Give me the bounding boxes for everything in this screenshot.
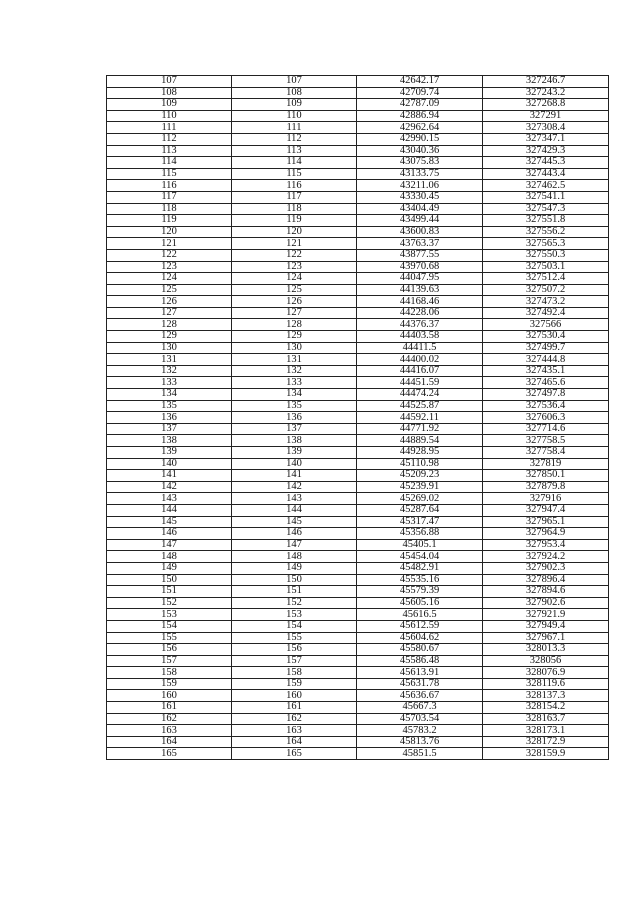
table-row	[107, 133, 609, 145]
table-row	[107, 354, 609, 366]
point-number-cell: 140	[107, 458, 232, 470]
point-number-cell: 153	[107, 609, 232, 621]
table-row	[107, 331, 609, 343]
y-coordinate-cell: 327565.3	[483, 238, 609, 250]
point-id-cell: 126	[232, 296, 357, 308]
table-row	[107, 284, 609, 296]
table-row	[107, 145, 609, 157]
point-id-cell: 113	[232, 145, 357, 157]
x-coordinate-cell: 45703.54	[357, 713, 483, 725]
y-coordinate-cell: 327879.8	[483, 481, 609, 493]
point-number-cell: 149	[107, 562, 232, 574]
y-coordinate-cell: 327547.3	[483, 203, 609, 215]
point-id-cell: 131	[232, 354, 357, 366]
point-number-cell: 130	[107, 342, 232, 354]
point-number-cell: 150	[107, 574, 232, 586]
point-number-cell: 111	[107, 122, 232, 134]
x-coordinate-cell: 45604.62	[357, 632, 483, 644]
table-row	[107, 76, 609, 88]
table-row	[107, 678, 609, 690]
x-coordinate-cell: 42642.17	[357, 76, 483, 88]
point-id-cell: 148	[232, 551, 357, 563]
y-coordinate-cell: 327465.6	[483, 377, 609, 389]
table-row	[107, 551, 609, 563]
point-number-cell: 143	[107, 493, 232, 505]
table-row	[107, 273, 609, 285]
x-coordinate-cell: 45209.23	[357, 470, 483, 482]
y-coordinate-cell: 327850.1	[483, 470, 609, 482]
point-number-cell: 164	[107, 736, 232, 748]
table-row	[107, 562, 609, 574]
x-coordinate-cell: 42962.64	[357, 122, 483, 134]
table-row	[107, 215, 609, 227]
point-id-cell: 147	[232, 539, 357, 551]
y-coordinate-cell: 327503.1	[483, 261, 609, 273]
x-coordinate-cell: 45616.5	[357, 609, 483, 621]
point-number-cell: 120	[107, 226, 232, 238]
point-id-cell: 109	[232, 99, 357, 111]
y-coordinate-cell: 327444.8	[483, 354, 609, 366]
y-coordinate-cell: 327551.8	[483, 215, 609, 227]
y-coordinate-cell: 327473.2	[483, 296, 609, 308]
point-id-cell: 108	[232, 87, 357, 99]
point-id-cell: 115	[232, 168, 357, 180]
x-coordinate-cell: 45269.02	[357, 493, 483, 505]
point-number-cell: 113	[107, 145, 232, 157]
y-coordinate-cell: 327550.3	[483, 249, 609, 261]
y-coordinate-cell: 327896.4	[483, 574, 609, 586]
y-coordinate-cell: 327499.7	[483, 342, 609, 354]
table-row	[107, 748, 609, 760]
x-coordinate-cell: 45110.98	[357, 458, 483, 470]
table-row	[107, 365, 609, 377]
table-row	[107, 539, 609, 551]
y-coordinate-cell: 328076.9	[483, 667, 609, 679]
y-coordinate-cell: 327429.3	[483, 145, 609, 157]
y-coordinate-cell: 327291	[483, 110, 609, 122]
y-coordinate-cell: 328119.6	[483, 678, 609, 690]
point-number-cell: 151	[107, 586, 232, 598]
x-coordinate-cell: 43404.49	[357, 203, 483, 215]
point-id-cell: 137	[232, 423, 357, 435]
x-coordinate-cell: 43075.83	[357, 157, 483, 169]
point-number-cell: 138	[107, 435, 232, 447]
y-coordinate-cell: 328056	[483, 655, 609, 667]
point-id-cell: 151	[232, 586, 357, 598]
table-row	[107, 157, 609, 169]
point-id-cell: 144	[232, 504, 357, 516]
point-id-cell: 129	[232, 331, 357, 343]
x-coordinate-cell: 42709.74	[357, 87, 483, 99]
x-coordinate-cell: 42787.09	[357, 99, 483, 111]
point-number-cell: 117	[107, 191, 232, 203]
x-coordinate-cell: 45287.64	[357, 504, 483, 516]
table-row	[107, 191, 609, 203]
point-number-cell: 114	[107, 157, 232, 169]
x-coordinate-cell: 45851.5	[357, 748, 483, 760]
point-number-cell: 118	[107, 203, 232, 215]
point-id-cell: 143	[232, 493, 357, 505]
table-row	[107, 702, 609, 714]
table-row	[107, 307, 609, 319]
point-number-cell: 122	[107, 249, 232, 261]
point-id-cell: 150	[232, 574, 357, 586]
point-id-cell: 141	[232, 470, 357, 482]
point-id-cell: 120	[232, 226, 357, 238]
table-row	[107, 667, 609, 679]
x-coordinate-cell: 42886.94	[357, 110, 483, 122]
y-coordinate-cell: 327536.4	[483, 400, 609, 412]
x-coordinate-cell: 44474.24	[357, 389, 483, 401]
point-number-cell: 157	[107, 655, 232, 667]
point-number-cell: 158	[107, 667, 232, 679]
point-number-cell: 137	[107, 423, 232, 435]
table-row	[107, 400, 609, 412]
y-coordinate-cell: 327902.3	[483, 562, 609, 574]
point-id-cell: 127	[232, 307, 357, 319]
table-row	[107, 435, 609, 447]
y-coordinate-cell: 327443.4	[483, 168, 609, 180]
table-row	[107, 725, 609, 737]
table-row	[107, 504, 609, 516]
point-number-cell: 136	[107, 412, 232, 424]
y-coordinate-cell: 327949.4	[483, 620, 609, 632]
y-coordinate-cell: 327714.6	[483, 423, 609, 435]
point-number-cell: 116	[107, 180, 232, 192]
y-coordinate-cell: 327566	[483, 319, 609, 331]
point-id-cell: 133	[232, 377, 357, 389]
table-row	[107, 261, 609, 273]
x-coordinate-cell: 45356.88	[357, 528, 483, 540]
x-coordinate-cell: 45613.91	[357, 667, 483, 679]
table-row	[107, 470, 609, 482]
point-id-cell: 118	[232, 203, 357, 215]
point-number-cell: 123	[107, 261, 232, 273]
point-id-cell: 158	[232, 667, 357, 679]
table-row	[107, 423, 609, 435]
point-id-cell: 157	[232, 655, 357, 667]
table-row	[107, 609, 609, 621]
table-row	[107, 586, 609, 598]
table-row	[107, 203, 609, 215]
table-row	[107, 342, 609, 354]
point-id-cell: 136	[232, 412, 357, 424]
y-coordinate-cell: 327964.9	[483, 528, 609, 540]
point-number-cell: 142	[107, 481, 232, 493]
point-id-cell: 152	[232, 597, 357, 609]
point-number-cell: 131	[107, 354, 232, 366]
x-coordinate-cell: 45580.67	[357, 644, 483, 656]
point-number-cell: 129	[107, 331, 232, 343]
point-id-cell: 135	[232, 400, 357, 412]
y-coordinate-cell: 327445.3	[483, 157, 609, 169]
y-coordinate-cell: 327758.5	[483, 435, 609, 447]
point-number-cell: 148	[107, 551, 232, 563]
y-coordinate-cell: 327967.1	[483, 632, 609, 644]
table-row	[107, 110, 609, 122]
point-number-cell: 112	[107, 133, 232, 145]
point-number-cell: 128	[107, 319, 232, 331]
coordinate-table	[106, 75, 609, 760]
x-coordinate-cell: 43040.36	[357, 145, 483, 157]
point-number-cell: 141	[107, 470, 232, 482]
point-id-cell: 155	[232, 632, 357, 644]
table-row	[107, 493, 609, 505]
x-coordinate-cell: 45405.1	[357, 539, 483, 551]
x-coordinate-cell: 44168.46	[357, 296, 483, 308]
table-row	[107, 319, 609, 331]
table-row	[107, 412, 609, 424]
x-coordinate-cell: 44376.37	[357, 319, 483, 331]
y-coordinate-cell: 327243.2	[483, 87, 609, 99]
x-coordinate-cell: 42990.15	[357, 133, 483, 145]
y-coordinate-cell: 327492.4	[483, 307, 609, 319]
x-coordinate-cell: 45605.16	[357, 597, 483, 609]
point-number-cell: 159	[107, 678, 232, 690]
point-id-cell: 123	[232, 261, 357, 273]
y-coordinate-cell: 327916	[483, 493, 609, 505]
point-id-cell: 110	[232, 110, 357, 122]
table-row	[107, 249, 609, 261]
x-coordinate-cell: 44139.63	[357, 284, 483, 296]
point-number-cell: 147	[107, 539, 232, 551]
table-row	[107, 238, 609, 250]
point-number-cell: 121	[107, 238, 232, 250]
point-number-cell: 145	[107, 516, 232, 528]
point-number-cell: 156	[107, 644, 232, 656]
x-coordinate-cell: 44771.92	[357, 423, 483, 435]
y-coordinate-cell: 327606.3	[483, 412, 609, 424]
point-id-cell: 132	[232, 365, 357, 377]
point-id-cell: 124	[232, 273, 357, 285]
point-number-cell: 161	[107, 702, 232, 714]
x-coordinate-cell: 44403.58	[357, 331, 483, 343]
point-id-cell: 164	[232, 736, 357, 748]
y-coordinate-cell: 327347.1	[483, 133, 609, 145]
table-row	[107, 736, 609, 748]
x-coordinate-cell: 44411.5	[357, 342, 483, 354]
x-coordinate-cell: 44416.07	[357, 365, 483, 377]
y-coordinate-cell: 327512.4	[483, 273, 609, 285]
point-number-cell: 154	[107, 620, 232, 632]
y-coordinate-cell: 327921.9	[483, 609, 609, 621]
x-coordinate-cell: 44889.54	[357, 435, 483, 447]
y-coordinate-cell: 327435.1	[483, 365, 609, 377]
table-row	[107, 574, 609, 586]
point-number-cell: 146	[107, 528, 232, 540]
y-coordinate-cell: 328013.3	[483, 644, 609, 656]
point-number-cell: 162	[107, 713, 232, 725]
point-id-cell: 130	[232, 342, 357, 354]
point-number-cell: 160	[107, 690, 232, 702]
x-coordinate-cell: 43330.45	[357, 191, 483, 203]
x-coordinate-cell: 45535.16	[357, 574, 483, 586]
table-row	[107, 377, 609, 389]
point-number-cell: 109	[107, 99, 232, 111]
point-id-cell: 156	[232, 644, 357, 656]
x-coordinate-cell: 45813.76	[357, 736, 483, 748]
x-coordinate-cell: 45667.3	[357, 702, 483, 714]
table-row	[107, 516, 609, 528]
y-coordinate-cell: 327758.4	[483, 447, 609, 459]
point-number-cell: 125	[107, 284, 232, 296]
x-coordinate-cell: 44451.59	[357, 377, 483, 389]
point-id-cell: 117	[232, 191, 357, 203]
y-coordinate-cell: 327894.6	[483, 586, 609, 598]
point-number-cell: 155	[107, 632, 232, 644]
x-coordinate-cell: 45239.91	[357, 481, 483, 493]
table-row	[107, 690, 609, 702]
x-coordinate-cell: 43763.37	[357, 238, 483, 250]
point-id-cell: 165	[232, 748, 357, 760]
point-number-cell: 127	[107, 307, 232, 319]
table-row	[107, 447, 609, 459]
x-coordinate-cell: 43211.06	[357, 180, 483, 192]
table-row	[107, 644, 609, 656]
y-coordinate-cell: 327819	[483, 458, 609, 470]
table-row	[107, 296, 609, 308]
point-id-cell: 154	[232, 620, 357, 632]
point-id-cell: 142	[232, 481, 357, 493]
point-id-cell: 107	[232, 76, 357, 88]
x-coordinate-cell: 44592.11	[357, 412, 483, 424]
y-coordinate-cell: 327947.4	[483, 504, 609, 516]
point-id-cell: 145	[232, 516, 357, 528]
y-coordinate-cell: 327541.1	[483, 191, 609, 203]
y-coordinate-cell: 328154.2	[483, 702, 609, 714]
table-row	[107, 620, 609, 632]
point-id-cell: 140	[232, 458, 357, 470]
point-id-cell: 162	[232, 713, 357, 725]
coordinate-table-body	[107, 76, 609, 760]
point-id-cell: 163	[232, 725, 357, 737]
y-coordinate-cell: 327497.8	[483, 389, 609, 401]
point-number-cell: 152	[107, 597, 232, 609]
table-row	[107, 632, 609, 644]
y-coordinate-cell: 327462.5	[483, 180, 609, 192]
table-row	[107, 713, 609, 725]
point-id-cell: 116	[232, 180, 357, 192]
point-number-cell: 163	[107, 725, 232, 737]
table-row	[107, 226, 609, 238]
table-row	[107, 168, 609, 180]
x-coordinate-cell: 44047.95	[357, 273, 483, 285]
x-coordinate-cell: 44400.02	[357, 354, 483, 366]
point-id-cell: 111	[232, 122, 357, 134]
point-id-cell: 159	[232, 678, 357, 690]
y-coordinate-cell: 327246.7	[483, 76, 609, 88]
point-id-cell: 125	[232, 284, 357, 296]
y-coordinate-cell: 328137.3	[483, 690, 609, 702]
point-id-cell: 149	[232, 562, 357, 574]
x-coordinate-cell: 43970.68	[357, 261, 483, 273]
point-id-cell: 138	[232, 435, 357, 447]
x-coordinate-cell: 45579.39	[357, 586, 483, 598]
x-coordinate-cell: 44525.87	[357, 400, 483, 412]
point-id-cell: 161	[232, 702, 357, 714]
point-number-cell: 134	[107, 389, 232, 401]
table-row	[107, 99, 609, 111]
y-coordinate-cell: 327268.8	[483, 99, 609, 111]
y-coordinate-cell: 328159.9	[483, 748, 609, 760]
table-row	[107, 481, 609, 493]
point-number-cell: 107	[107, 76, 232, 88]
table-row	[107, 528, 609, 540]
x-coordinate-cell: 45317.47	[357, 516, 483, 528]
point-id-cell: 122	[232, 249, 357, 261]
point-id-cell: 153	[232, 609, 357, 621]
x-coordinate-cell: 43499.44	[357, 215, 483, 227]
point-id-cell: 139	[232, 447, 357, 459]
point-number-cell: 133	[107, 377, 232, 389]
point-number-cell: 139	[107, 447, 232, 459]
y-coordinate-cell: 327924.2	[483, 551, 609, 563]
table-row	[107, 122, 609, 134]
x-coordinate-cell: 44928.95	[357, 447, 483, 459]
point-id-cell: 160	[232, 690, 357, 702]
x-coordinate-cell: 45612.59	[357, 620, 483, 632]
x-coordinate-cell: 43877.55	[357, 249, 483, 261]
y-coordinate-cell: 327902.6	[483, 597, 609, 609]
x-coordinate-cell: 45586.48	[357, 655, 483, 667]
point-id-cell: 146	[232, 528, 357, 540]
x-coordinate-cell: 45636.67	[357, 690, 483, 702]
point-number-cell: 110	[107, 110, 232, 122]
point-number-cell: 119	[107, 215, 232, 227]
point-id-cell: 114	[232, 157, 357, 169]
table-row	[107, 597, 609, 609]
point-number-cell: 124	[107, 273, 232, 285]
point-number-cell: 135	[107, 400, 232, 412]
y-coordinate-cell: 327556.2	[483, 226, 609, 238]
point-id-cell: 134	[232, 389, 357, 401]
table-row	[107, 180, 609, 192]
table-row	[107, 655, 609, 667]
x-coordinate-cell: 45631.78	[357, 678, 483, 690]
point-number-cell: 126	[107, 296, 232, 308]
y-coordinate-cell: 327308.4	[483, 122, 609, 134]
y-coordinate-cell: 328172.9	[483, 736, 609, 748]
x-coordinate-cell: 44228.06	[357, 307, 483, 319]
x-coordinate-cell: 45454.04	[357, 551, 483, 563]
table-row	[107, 87, 609, 99]
x-coordinate-cell: 43600.83	[357, 226, 483, 238]
y-coordinate-cell: 328163.7	[483, 713, 609, 725]
point-number-cell: 165	[107, 748, 232, 760]
point-id-cell: 121	[232, 238, 357, 250]
point-id-cell: 112	[232, 133, 357, 145]
x-coordinate-cell: 45482.91	[357, 562, 483, 574]
point-id-cell: 128	[232, 319, 357, 331]
x-coordinate-cell: 43133.75	[357, 168, 483, 180]
table-row	[107, 458, 609, 470]
y-coordinate-cell: 328173.1	[483, 725, 609, 737]
point-number-cell: 144	[107, 504, 232, 516]
y-coordinate-cell: 327530.4	[483, 331, 609, 343]
point-number-cell: 132	[107, 365, 232, 377]
x-coordinate-cell: 45783.2	[357, 725, 483, 737]
y-coordinate-cell: 327965.1	[483, 516, 609, 528]
point-id-cell: 119	[232, 215, 357, 227]
y-coordinate-cell: 327953.4	[483, 539, 609, 551]
point-number-cell: 115	[107, 168, 232, 180]
table-row	[107, 389, 609, 401]
point-number-cell: 108	[107, 87, 232, 99]
y-coordinate-cell: 327507.2	[483, 284, 609, 296]
